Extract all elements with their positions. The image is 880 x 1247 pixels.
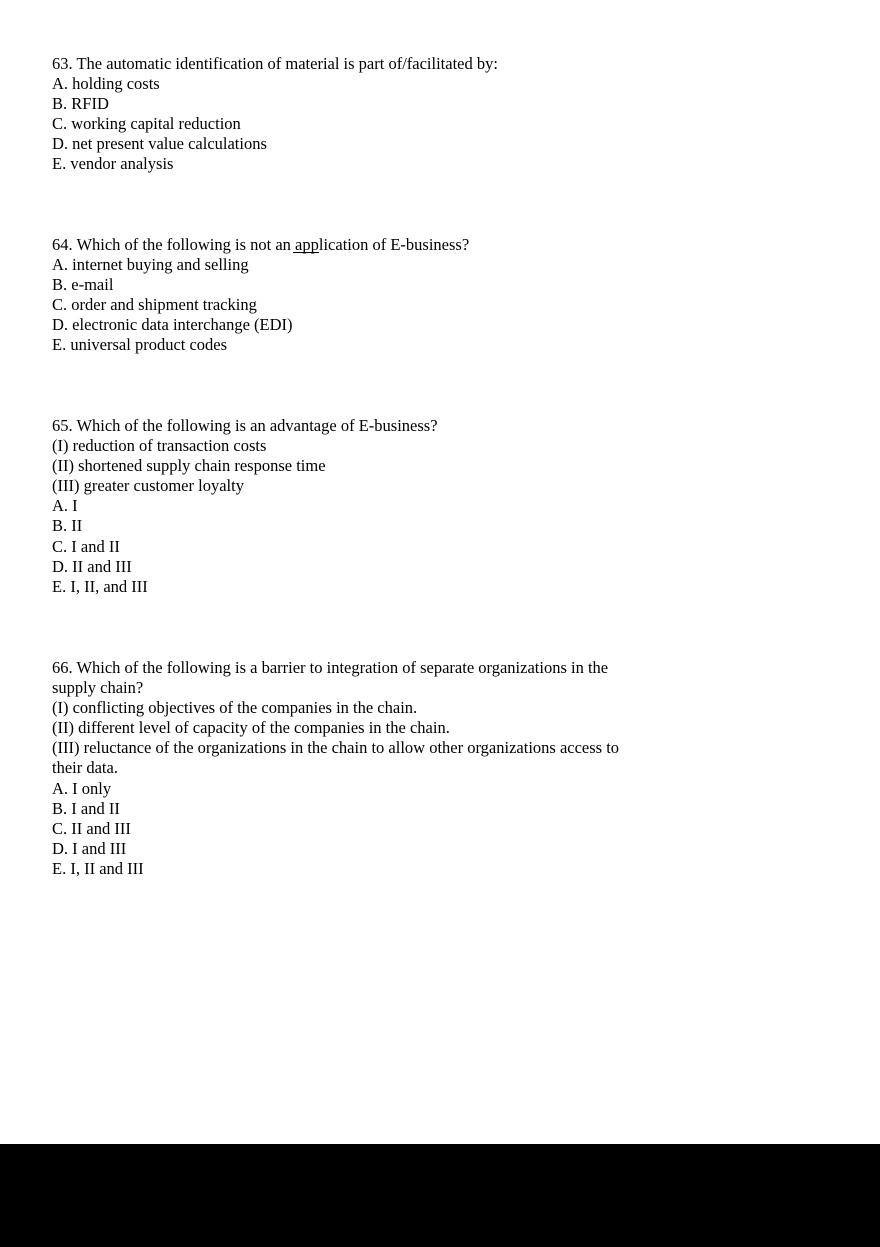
option-letter: D. (52, 556, 69, 576)
question-text: Which of the following is not an (76, 235, 291, 254)
option-a (52, 255, 652, 275)
question-stem (52, 235, 652, 255)
question-text: Which of the following is a barrier to integration of separate organizations in the (76, 658, 609, 677)
option-a (52, 74, 652, 94)
question-number: 66. (52, 658, 73, 677)
option-letter: B. (52, 94, 68, 114)
option-d (52, 315, 652, 335)
option-text: I (72, 496, 78, 516)
option-letter: D. (52, 315, 69, 335)
option-text: working capital reduction (71, 114, 241, 134)
option-letter: A. (52, 778, 69, 798)
option-letter: B. (52, 275, 68, 295)
option-b (52, 516, 652, 536)
option-letter: E. (52, 154, 67, 174)
option-text: electronic data interchange (EDI) (72, 315, 293, 335)
option-text: vendor analysis (70, 154, 174, 174)
option-text: I, II and III (70, 858, 144, 878)
option-b (52, 799, 652, 819)
option-letter: E. (52, 335, 67, 355)
option-c (52, 295, 652, 315)
question-number: 64. (52, 235, 73, 254)
option-letter: D. (52, 838, 69, 858)
statement-i: (I) reduction of transaction costs (52, 436, 267, 456)
option-c (52, 819, 652, 839)
question-text: lication of E-business? (318, 235, 470, 254)
option-letter: A. (52, 496, 69, 516)
option-letter: C. (52, 114, 68, 134)
option-c (52, 114, 652, 134)
option-letter: A. (52, 255, 69, 275)
option-e (52, 577, 652, 597)
option-text: internet buying and selling (72, 255, 249, 275)
option-letter: B. (52, 798, 68, 818)
option-d (52, 134, 652, 154)
statement-iii: (III) greater customer loyalty (52, 476, 244, 496)
option-text: order and shipment tracking (71, 295, 257, 315)
option-text: I and II (71, 798, 120, 818)
option-text: net present value calculations (72, 134, 267, 154)
option-d (52, 839, 652, 859)
option-letter: B. (52, 516, 68, 536)
option-letter: E. (52, 576, 67, 596)
question-stem (52, 54, 652, 74)
question-stem (52, 416, 652, 436)
question-number: 63. (52, 54, 73, 73)
option-b (52, 94, 652, 114)
statement-iii-continued: their data. (52, 758, 118, 778)
question-66 (52, 658, 652, 879)
underlined-text: app (290, 235, 319, 254)
option-letter: A. (52, 74, 69, 94)
option-letter: C. (52, 295, 68, 315)
option-text: II and III (72, 556, 132, 576)
option-text: I and III (72, 838, 127, 858)
question-text: Which of the following is an advantage of E-business? (76, 416, 438, 435)
option-text: e-mail (71, 275, 114, 295)
question-stem-continued: supply chain? (52, 678, 144, 698)
option-e (52, 335, 652, 355)
statement-ii: (II) different level of capacity of the companies in the chain. (52, 718, 450, 738)
question-number: 65. (52, 416, 73, 435)
option-text: I and II (71, 536, 120, 556)
option-b (52, 275, 652, 295)
option-letter: E. (52, 858, 67, 878)
option-text: universal product codes (70, 335, 228, 355)
option-letter: D. (52, 134, 69, 154)
statement-ii: (II) shortened supply chain response time (52, 456, 326, 476)
option-a (52, 496, 652, 516)
option-text: RFID (71, 94, 109, 114)
option-c (52, 537, 652, 557)
option-text: II and III (71, 818, 131, 838)
option-letter: C. (52, 818, 68, 838)
bottom-black-bar (0, 1144, 880, 1247)
question-stem (52, 658, 652, 678)
option-d (52, 557, 652, 577)
statement-i: (I) conflicting objectives of the companies in the chain. (52, 698, 418, 718)
option-text: II (71, 516, 83, 536)
statement-iii: (III) reluctance of the organizations in the chain to allow other organizations access to (52, 738, 620, 758)
option-letter: C. (52, 536, 68, 556)
question-63 (52, 54, 652, 175)
option-e (52, 154, 652, 174)
option-e (52, 859, 652, 879)
question-text: The automatic identification of material is part of/facilitated by: (76, 54, 498, 73)
question-65 (52, 416, 652, 597)
option-text: I, II, and III (70, 576, 148, 596)
option-text: I only (72, 778, 112, 798)
option-text: holding costs (72, 74, 160, 94)
question-64 (52, 235, 652, 356)
option-a (52, 779, 652, 799)
